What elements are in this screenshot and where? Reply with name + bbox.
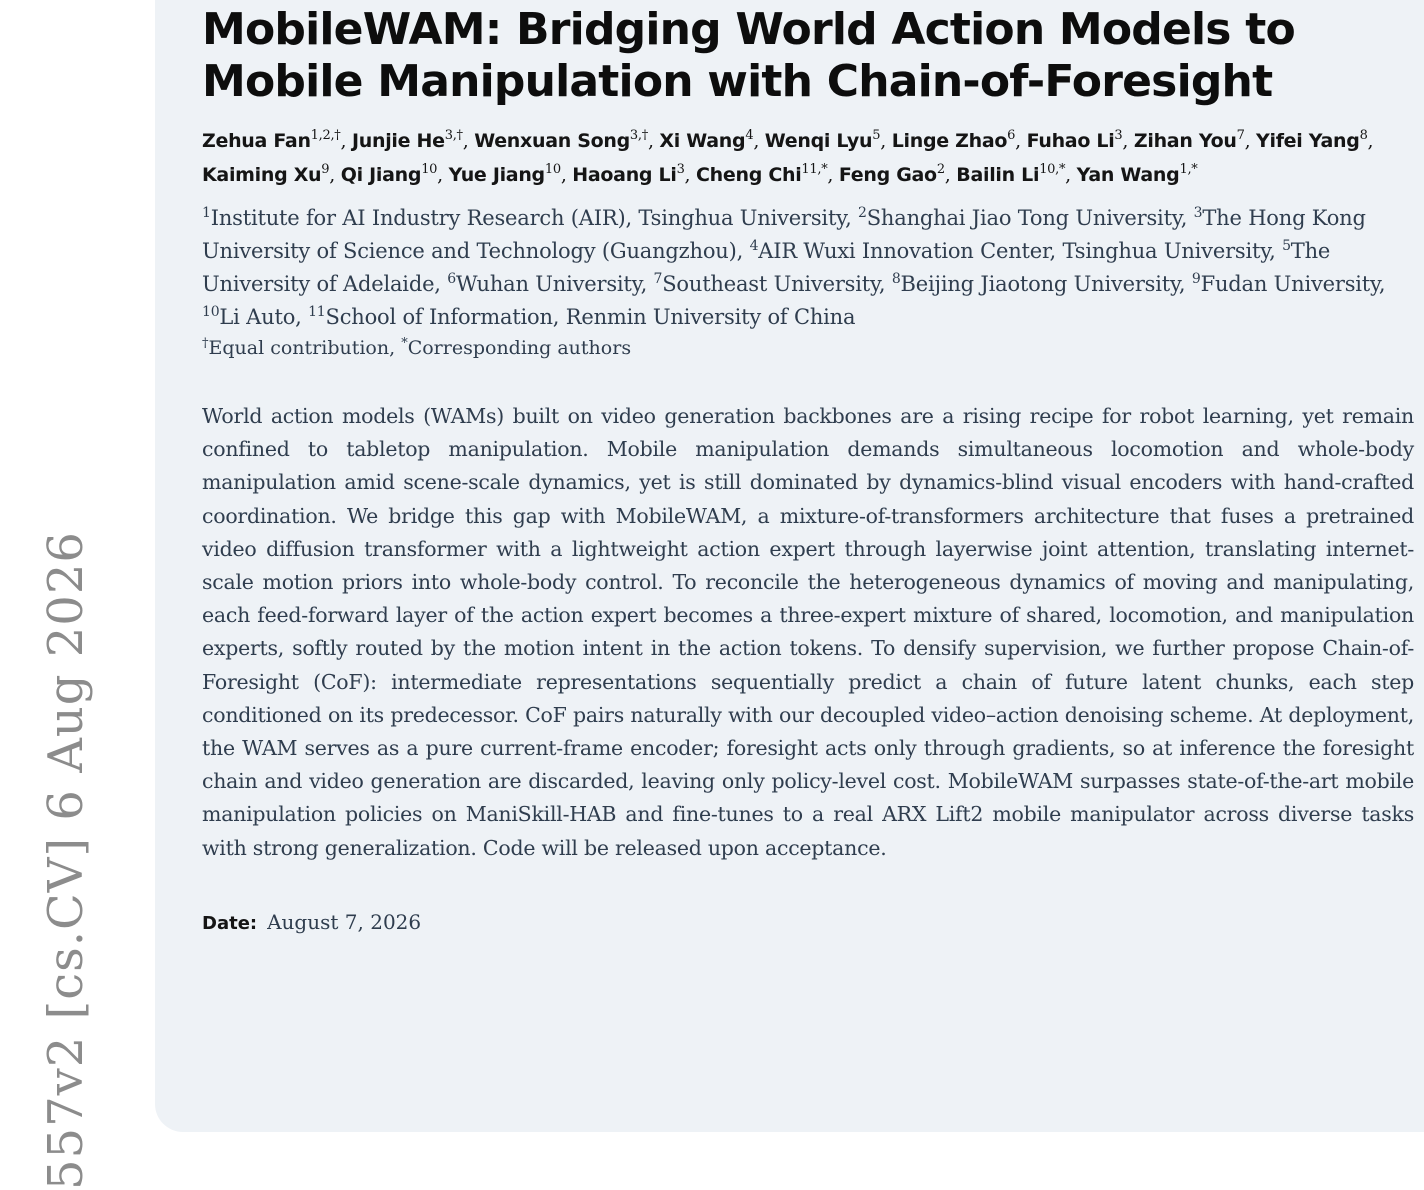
author-name-text: Feng Gao bbox=[838, 164, 937, 186]
arxiv-identifier-stamp: 557v2 [cs.CV] 6 Aug 2026 bbox=[38, 531, 94, 1190]
affiliation-text: Institute for AI Industry Research (AIR), Tsinghua University bbox=[210, 206, 846, 230]
affiliation-text: The Hong Kong University of Science and Technology (Guangzhou) bbox=[202, 206, 1366, 263]
author-affiliation-marker: 10,* bbox=[1039, 162, 1066, 177]
affiliation-item bbox=[202, 305, 295, 329]
author-name-text: Yifei Yang bbox=[1256, 130, 1360, 152]
affiliation-item bbox=[892, 272, 1179, 296]
author-affiliation-marker: 10 bbox=[544, 162, 561, 177]
author-name bbox=[1256, 130, 1368, 152]
author-name-text: Linge Zhao bbox=[891, 130, 1008, 152]
author-name bbox=[839, 164, 945, 186]
affiliation-number: 9 bbox=[1191, 271, 1201, 287]
author-name-text: Fuhao Li bbox=[1026, 130, 1115, 152]
paper-title-line-1: MobileWAM: Bridging World Action Models to bbox=[202, 4, 1295, 55]
affiliation-number: 1 bbox=[202, 205, 211, 221]
author-name-text: Xi Wang bbox=[659, 130, 746, 152]
affiliation-text: Fudan University bbox=[1200, 272, 1379, 296]
author-affiliation-marker: 7 bbox=[1236, 128, 1245, 143]
author-name-text: Wenqi Lyu bbox=[764, 130, 873, 152]
affiliation-text: Southeast University bbox=[662, 272, 879, 296]
affiliation-item bbox=[1192, 272, 1379, 296]
author-affiliation-marker: 8 bbox=[1359, 128, 1368, 143]
affiliation-number: 6 bbox=[447, 271, 456, 287]
author-name bbox=[956, 164, 1065, 186]
paper-header bbox=[202, 0, 1424, 939]
author-name bbox=[1027, 130, 1123, 152]
author-affiliation-marker: 1,* bbox=[1179, 162, 1198, 177]
affiliation-text: Wuhan University bbox=[455, 272, 641, 296]
author-name bbox=[341, 164, 437, 186]
author-name bbox=[892, 130, 1015, 152]
author-name bbox=[449, 164, 561, 186]
affiliation-text: Shanghai Jiao Tong University bbox=[866, 206, 1181, 230]
author-name-text: Wenxuan Song bbox=[474, 130, 630, 152]
author-name bbox=[696, 164, 827, 186]
affiliation-number: 10 bbox=[202, 304, 220, 320]
affiliation-number: 2 bbox=[858, 205, 867, 221]
author-name bbox=[202, 164, 329, 186]
abstract-text: World action models (WAMs) built on video generation backbones are a rising recipe for robot learning, yet remain confined to tabletop manipulation. Mobile manipulation demands simultaneous locomotion and whole-body manipulation amid scene-scale dynamics, yet is still dominated by dynamics-blind visual encoders with hand-crafted coordination. We bridge this gap with MobileWAM, a mixture-of-transformers architecture that fuses a pretrained video diffusion transformer with a lightweight action expert through layerwise joint attention, translating internet-scale motion priors into whole-body control. To reconcile the heterogeneous dynamics of moving and manipulating, each feed-forward layer of the action expert becomes a three-expert mixture of shared, locomotion, and manipulation experts, softly routed by the motion intent in the action tokens. To densify supervision, we further propose Chain-of-Foresight (CoF): intermediate representations sequentially predict a chain of future latent chunks, each step conditioned on its predecessor. CoF pairs naturally with our decoupled video–action denoising scheme. At deployment, the WAM serves as a pure current-frame encoder; foresight acts only through gradients, so at inference the foresight chain and video generation are discarded, leaving only policy-level cost. MobileWAM surpasses state-of-the-art mobile manipulation policies on ManiSkill-HAB and fine-tunes to a real ARX Lift2 mobile manipulator across diverse tasks with strong generalization. Code will be released upon acceptance. bbox=[202, 404, 1414, 860]
corresponding-text: Corresponding authors bbox=[407, 337, 632, 359]
author-name-text: Yan Wang bbox=[1076, 164, 1180, 186]
affiliation-number: 7 bbox=[653, 271, 663, 287]
author-affiliation-marker: 6 bbox=[1007, 128, 1016, 143]
author-affiliation-marker: 3 bbox=[1114, 128, 1123, 143]
author-list: Zehua Fan$^{1,2,\dagger}$, Junjie $He^{3,\dagger}$, Wenxuan Song$^{3,\dagger}$, Xi Wang$^4$, Wenqi Lyu$^5$, Linge Zhao$^6$, Fuhao Li$^3$, Zihan You$^7$, Yifei Yang$^8$, Kaiming Xu$^9$, Qi Jiang$^{10}$, Yue Jiang$^{10}$, Haoang Li$^3$, Cheng Chi$^{11,*}$, Feng Gao$^2$, Bailin $Li^{10,*}$, Yan Wang$^{1,*}$ bbox=[202, 128, 1374, 186]
author-name bbox=[1077, 164, 1198, 186]
author-name bbox=[352, 130, 463, 152]
author-name bbox=[1134, 130, 1245, 152]
author-name-text: Haoang Li bbox=[572, 164, 677, 186]
author-affiliation-marker: 2 bbox=[936, 162, 945, 177]
date-row bbox=[202, 907, 1424, 939]
author-affiliation-marker: 3 bbox=[676, 162, 685, 177]
affiliation-item bbox=[202, 206, 845, 230]
author-name-text: Qi Jiang bbox=[340, 164, 422, 186]
author-name-text: Zehua Fan bbox=[202, 130, 311, 152]
author-affiliation-marker: 9 bbox=[321, 162, 330, 177]
affiliation-list: $^1$Institute for AI Industry Research (AIR), Tsinghua University, $^2$Shanghai Jiao Tong University, $^3$The Hong Kong University of Science and Technology (Guangzhou), $^4$AIR Wuxi Innovation Center, Tsinghua University, $^5$The University of Adelaide, $^6$Wuhan University, $^7$Southeast University, $^8$Beijing Jiaotong University, $^9$Fudan University, $^{10}$Li Auto, $^{11}$School of Information, Renmin University of China bbox=[202, 205, 1386, 329]
affiliation-text: School of Information, Renmin University of China bbox=[325, 305, 856, 329]
affiliation-number: 3 bbox=[1193, 205, 1203, 221]
author-affiliation-marker: 10 bbox=[421, 162, 438, 177]
author-name-text: Yue Jiang bbox=[448, 164, 545, 186]
author-name bbox=[765, 130, 880, 152]
author-name-text: Cheng Chi bbox=[696, 164, 802, 186]
author-affiliation-marker: 3,† bbox=[444, 128, 463, 143]
affiliation-item bbox=[858, 206, 1181, 230]
author-name-text: Bailin Li bbox=[956, 164, 1040, 186]
author-affiliation-marker: 3,† bbox=[629, 128, 648, 143]
author-affiliation-marker: 5 bbox=[872, 128, 881, 143]
paper-title-line-2: Mobile Manipulation with Chain-of-Foresight bbox=[202, 56, 1273, 107]
affiliation-number: 5 bbox=[1282, 238, 1291, 254]
contribution-note bbox=[202, 334, 1424, 362]
author-name bbox=[474, 130, 648, 152]
corresponding-symbol: * bbox=[401, 336, 408, 351]
affiliation-item bbox=[750, 239, 1270, 263]
date-label: Date: bbox=[202, 912, 258, 934]
affiliation-text: AIR Wuxi Innovation Center, Tsinghua University bbox=[758, 239, 1270, 263]
author-affiliation-marker: 1,2,† bbox=[310, 128, 341, 143]
author-name-text: Junjie He bbox=[351, 130, 445, 152]
affiliation-text: Li Auto bbox=[219, 305, 296, 329]
author-affiliation-marker: 11,* bbox=[801, 162, 828, 177]
affiliation-number: 8 bbox=[891, 271, 901, 287]
affiliation-number: 11 bbox=[308, 304, 326, 320]
affiliation-number: 4 bbox=[749, 238, 759, 254]
author-name-text: Zihan You bbox=[1133, 130, 1237, 152]
author-name bbox=[659, 130, 753, 152]
affiliation-item bbox=[308, 305, 855, 329]
affiliation-item bbox=[447, 272, 640, 296]
affiliation-item bbox=[654, 272, 879, 296]
date-value: August 7, 2026 bbox=[267, 909, 422, 934]
author-name bbox=[202, 130, 340, 152]
equal-contribution-text: Equal contribution, bbox=[208, 337, 402, 359]
author-name bbox=[572, 164, 684, 186]
affiliation-text: The University of Adelaide bbox=[202, 239, 1331, 296]
author-name-text: Kaiming Xu bbox=[202, 164, 322, 186]
affiliation-text: Beijing Jiaotong University bbox=[900, 272, 1179, 296]
author-affiliation-marker: 4 bbox=[745, 128, 754, 143]
paper-title bbox=[202, 0, 1424, 108]
equal-contribution-symbol: † bbox=[202, 336, 209, 351]
